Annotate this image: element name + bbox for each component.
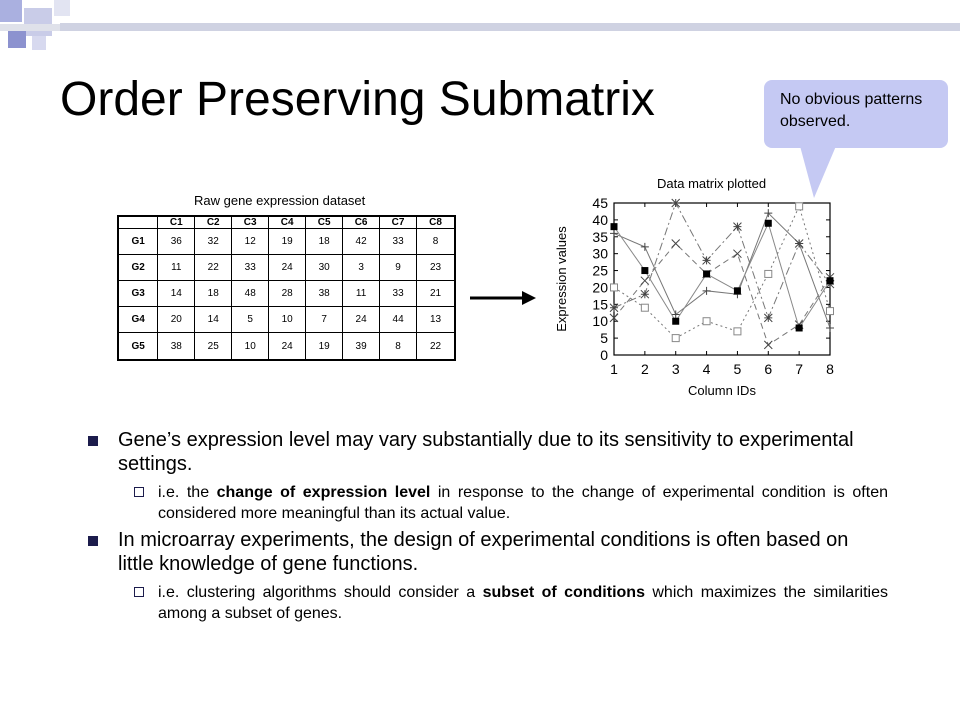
decorative-square [0,0,22,22]
decorative-square [24,8,52,36]
table-cell: 7 [306,307,343,333]
table-cell: 14 [158,281,195,307]
y-tick-label: 45 [592,195,608,211]
table-cell: 39 [343,333,380,360]
y-tick-label: 30 [592,245,608,262]
data-point [764,314,772,322]
data-point [733,250,741,258]
table-row [118,307,455,333]
sub-bullet-marker-icon [134,487,144,497]
data-point [703,256,711,264]
table-cell: 38 [306,281,343,307]
data-point [827,308,834,315]
row-header: G3 [118,281,158,307]
y-tick-label: 20 [592,279,608,296]
sub-bullet-text: i.e. the [158,484,217,501]
decorative-square [8,30,26,48]
row-header: G5 [118,333,158,360]
right-arrow-icon [470,288,540,308]
table-cell: 36 [158,229,195,255]
table-cell: 42 [343,229,380,255]
table-corner [118,216,158,229]
table-row [118,333,455,360]
table-cell: 24 [343,307,380,333]
column-header: C2 [195,216,232,229]
table-cell: 33 [380,281,417,307]
series-line [614,223,830,328]
row-header: G1 [118,229,158,255]
y-tick-label: 35 [592,228,608,245]
table-cell: 33 [380,229,417,255]
data-point [796,324,803,331]
table-cell: 9 [380,255,417,281]
row-header: G4 [118,307,158,333]
table-cell: 30 [306,255,343,281]
sub-bullet-text: i.e. clustering algorithms should consider a [158,584,483,601]
data-point [611,223,618,230]
bullet-list [88,428,888,628]
table-caption: Raw gene expression dataset [194,193,366,208]
data-point [641,304,648,311]
line-chart [548,188,848,408]
sub-bullet-item [88,582,888,624]
table-cell: 48 [232,281,269,307]
table-cell: 11 [158,255,195,281]
column-header: C8 [417,216,455,229]
sub-bullet-marker-icon [134,587,144,597]
x-tick-label: 5 [733,361,742,377]
table-cell: 20 [158,307,195,333]
data-point [734,328,741,335]
data-point [641,290,649,298]
table-cell: 38 [158,333,195,360]
y-tick-label: 40 [592,211,608,228]
column-header: C4 [269,216,306,229]
data-point [765,270,772,277]
y-axis-label: Expression values [554,226,569,332]
x-tick-label: 1 [610,361,618,377]
data-point [827,277,834,284]
data-point [641,267,648,274]
data-point [672,335,679,342]
table-cell: 5 [232,307,269,333]
data-point [610,304,618,312]
x-tick-label: 2 [640,361,649,377]
table-cell: 8 [417,229,455,255]
table-cell: 28 [269,281,306,307]
data-point [672,318,679,325]
expression-table [117,215,456,361]
data-point [611,284,618,291]
table-cell: 12 [232,229,269,255]
decorative-square [54,0,70,16]
x-tick-label: 3 [671,361,680,377]
table-cell: 24 [269,255,306,281]
data-point [796,203,803,210]
table-cell: 33 [232,255,269,281]
table-cell: 14 [195,307,232,333]
data-point [672,240,680,248]
table-cell: 11 [343,281,380,307]
slide-title: Order Preserving Submatrix [60,73,655,126]
y-tick-label: 25 [592,262,608,279]
data-point [641,277,649,285]
bullet-marker-icon [88,536,98,546]
table-cell: 44 [380,307,417,333]
sub-bullet-text: which maximizes the similarities among a subset of genes. [158,584,888,622]
data-point [765,220,772,227]
column-header: C5 [306,216,343,229]
table-cell: 21 [417,281,455,307]
table-cell: 13 [417,307,455,333]
table-cell: 10 [269,307,306,333]
row-header: G2 [118,255,158,281]
y-tick-label: 5 [600,330,608,347]
table-cell: 22 [195,255,232,281]
table-cell: 18 [306,229,343,255]
table-row [118,281,455,307]
data-point [641,243,649,251]
title-rule-accent [60,23,960,31]
table-row [118,229,455,255]
table-cell: 3 [343,255,380,281]
table-cell: 24 [269,333,306,360]
data-point [672,199,680,207]
column-header: C7 [380,216,417,229]
emphasis-text: change of expression level [216,484,431,501]
table-header-row [118,216,455,229]
data-point [734,287,741,294]
data-point [826,324,834,332]
table-cell: 32 [195,229,232,255]
table-cell: 23 [417,255,455,281]
table-cell: 19 [269,229,306,255]
x-tick-label: 8 [826,361,834,377]
y-tick-label: 15 [592,296,608,313]
column-header: C6 [343,216,380,229]
decorative-square [32,36,46,50]
table-cell: 18 [195,281,232,307]
bullet-text: In microarray experiments, the design of experimental conditions is often based on little knowledge of gene functions. [118,529,849,575]
sub-bullet-text: in response to the change of experimental condition is often considered more meaningful than its actual value. [158,484,888,522]
table-cell: 8 [380,333,417,360]
x-axis-label: Column IDs [688,383,756,398]
data-point [703,287,711,295]
callout-text: No obvious patterns observed. [780,91,923,130]
sub-bullet-item [88,482,888,524]
chart-caption: Data matrix plotted [657,176,767,191]
series-line [614,203,830,318]
data-point [703,318,710,325]
table-cell: 19 [306,333,343,360]
table-cell: 22 [417,333,455,360]
table-cell: 25 [195,333,232,360]
x-tick-label: 6 [764,361,773,377]
bullet-marker-icon [88,436,98,446]
x-tick-label: 7 [795,361,804,377]
column-header: C1 [158,216,195,229]
table-row [118,255,455,281]
bullet-item [88,428,888,476]
data-point [764,341,772,349]
emphasis-text: subset of conditions [482,584,645,601]
bullet-text: Gene’s expression level may vary substantially due to its sensitivity to experimental settings. [118,429,854,475]
bullet-item [88,528,888,576]
data-point [795,240,803,248]
data-point [703,270,710,277]
y-tick-label: 0 [600,347,608,363]
data-point [733,223,741,231]
column-header: C3 [232,216,269,229]
x-tick-label: 4 [702,361,711,377]
table-cell: 10 [232,333,269,360]
y-tick-label: 10 [592,313,608,330]
